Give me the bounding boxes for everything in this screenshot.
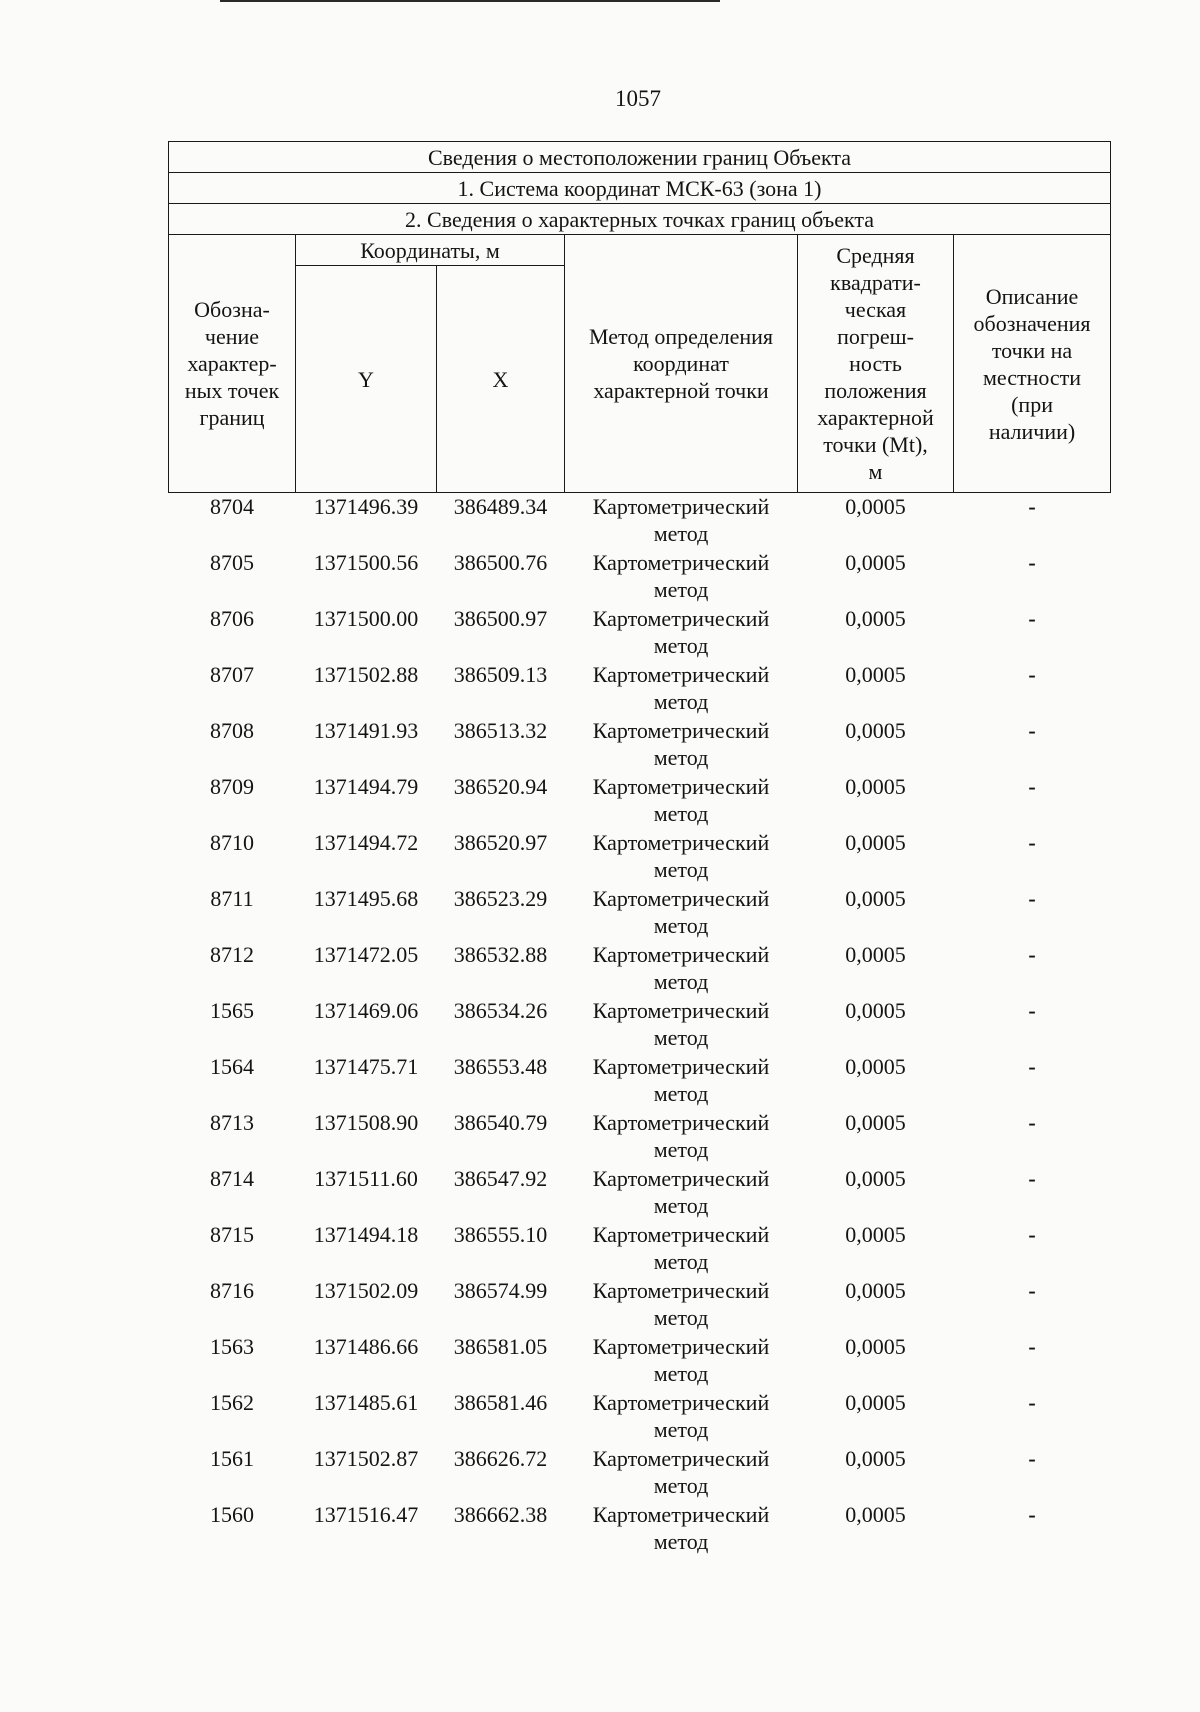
table-row [169,661,1111,717]
accuracy-cell: 0,0005 [845,1110,906,1135]
method-cell: Картометрический метод [592,998,770,1050]
col-header-x: X [437,266,565,493]
table-row [169,549,1111,605]
y-coordinate-cell: 1371516.47 [313,1502,419,1527]
description-cell: - [1028,830,1036,855]
description-cell: - [1028,998,1036,1023]
method-cell: Картометрический метод [592,1278,770,1330]
accuracy-cell: 0,0005 [845,1390,906,1415]
accuracy-cell: 0,0005 [845,1502,906,1527]
method-cell: Картометрический метод [592,662,770,714]
point-cell: 1560 [210,1502,254,1527]
x-coordinate-cell: 386574.99 [453,1278,548,1303]
x-coordinate-cell: 386553.48 [453,1054,548,1079]
description-cell: - [1028,718,1036,743]
x-coordinate-cell: 386581.05 [453,1334,548,1359]
table-row [169,1277,1111,1333]
method-cell: Картометрический метод [592,774,770,826]
point-cell: 8705 [210,550,254,575]
point-cell: 8708 [210,718,254,743]
accuracy-cell: 0,0005 [845,550,906,575]
point-cell: 1565 [210,998,254,1023]
y-coordinate-cell: 1371469.06 [313,998,419,1023]
y-coordinate-cell: 1371472.05 [313,942,419,967]
y-coordinate-cell: 1371494.79 [313,774,419,799]
col-header-coords: Координаты, м [296,235,565,266]
point-cell: 1561 [210,1446,254,1471]
accuracy-cell: 0,0005 [845,1054,906,1079]
point-cell: 8712 [210,942,254,967]
accuracy-cell: 0,0005 [845,1334,906,1359]
description-cell: - [1028,1278,1036,1303]
table-row [169,1501,1111,1557]
col-header-description: Описание обозначения точки на местности (при наличии) [954,235,1111,493]
y-coordinate-cell: 1371475.71 [313,1054,419,1079]
description-cell: - [1028,1446,1036,1471]
point-cell: 8710 [210,830,254,855]
y-coordinate-cell: 1371502.88 [313,662,419,687]
accuracy-cell: 0,0005 [845,942,906,967]
description-cell: - [1028,1054,1036,1079]
accuracy-cell: 0,0005 [845,1446,906,1471]
point-cell: 8714 [210,1166,254,1191]
description-cell: - [1028,1166,1036,1191]
accuracy-cell: 0,0005 [845,606,906,631]
col-header-point: Обозна- чение характер- ных точек границ [169,235,296,493]
description-cell: - [1028,1502,1036,1527]
x-coordinate-cell: 386581.46 [453,1390,548,1415]
coord-system-title: 1. Система координат МСК-63 (зона 1) [169,173,1111,204]
method-cell: Картометрический метод [592,550,770,602]
x-coordinate-cell: 386520.97 [453,830,548,855]
x-coordinate-cell: 386489.34 [453,494,548,519]
x-coordinate-cell: 386555.10 [453,1222,548,1247]
x-coordinate-cell: 386513.32 [453,718,548,743]
method-cell: Картометрический метод [592,1166,770,1218]
method-cell: Картометрический метод [592,606,770,658]
point-cell: 8707 [210,662,254,687]
col-header-method: Метод определения координат характерной точки [565,235,798,493]
y-coordinate-cell: 1371496.39 [313,494,419,519]
x-coordinate-cell: 386523.29 [453,886,548,911]
method-cell: Картометрический метод [592,494,770,546]
x-coordinate-cell: 386662.38 [453,1502,548,1527]
method-cell: Картометрический метод [592,1446,770,1498]
point-cell: 8711 [210,886,254,911]
method-cell: Картометрический метод [592,886,770,938]
x-coordinate-cell: 386540.79 [453,1110,548,1135]
section-title: 2. Сведения о характерных точках границ объекта [169,204,1111,235]
point-cell: 1563 [210,1334,254,1359]
table-row [169,1221,1111,1277]
table-row [169,829,1111,885]
boundary-points-table [168,141,1111,1557]
accuracy-cell: 0,0005 [845,662,906,687]
point-cell: 8713 [210,1110,254,1135]
table-title: Сведения о местоположении границ Объекта [169,142,1111,173]
x-coordinate-cell: 386500.76 [453,550,548,575]
point-cell: 8715 [210,1222,254,1247]
table-row [169,493,1111,550]
y-coordinate-cell: 1371511.60 [314,1166,418,1191]
col-header-y: Y [296,266,437,493]
y-coordinate-cell: 1371486.66 [313,1334,419,1359]
y-coordinate-cell: 1371494.72 [313,830,419,855]
table-body [169,493,1111,1558]
y-coordinate-cell: 1371500.00 [313,606,419,631]
method-cell: Картометрический метод [592,830,770,882]
description-cell: - [1028,1110,1036,1135]
table-row [169,1053,1111,1109]
point-cell: 8706 [210,606,254,631]
description-cell: - [1028,1222,1036,1247]
y-coordinate-cell: 1371491.93 [313,718,419,743]
x-coordinate-cell: 386520.94 [453,774,548,799]
description-cell: - [1028,1390,1036,1415]
table-row [169,885,1111,941]
accuracy-cell: 0,0005 [845,1222,906,1247]
table-row [169,1389,1111,1445]
table-row [169,941,1111,997]
y-coordinate-cell: 1371485.61 [313,1390,419,1415]
accuracy-cell: 0,0005 [845,886,906,911]
table-row [169,773,1111,829]
top-rule [220,0,720,2]
method-cell: Картометрический метод [592,1334,770,1386]
page-number: 1057 [615,86,661,111]
y-coordinate-cell: 1371494.18 [313,1222,419,1247]
table-row [169,717,1111,773]
table-row [169,997,1111,1053]
col-header-accuracy: Средняя квадрати- ческая погреш- ность положения характерной точки (Mt), м [798,235,954,493]
y-coordinate-cell: 1371500.56 [313,550,419,575]
method-cell: Картометрический метод [592,718,770,770]
table-row [169,1333,1111,1389]
method-cell: Картометрический метод [592,1502,770,1554]
method-cell: Картометрический метод [592,1110,770,1162]
x-coordinate-cell: 386534.26 [453,998,548,1023]
method-cell: Картометрический метод [592,1222,770,1274]
accuracy-cell: 0,0005 [845,494,906,519]
table-row [169,1165,1111,1221]
point-cell: 8716 [210,1278,254,1303]
point-cell: 1564 [210,1054,254,1079]
point-cell: 8704 [210,494,254,519]
table-row [169,1109,1111,1165]
y-coordinate-cell: 1371508.90 [313,1110,419,1135]
x-coordinate-cell: 386509.13 [453,662,548,687]
x-coordinate-cell: 386500.97 [453,606,548,631]
y-coordinate-cell: 1371502.87 [313,1446,419,1471]
accuracy-cell: 0,0005 [845,1278,906,1303]
table-row [169,605,1111,661]
x-coordinate-cell: 386626.72 [453,1446,548,1471]
accuracy-cell: 0,0005 [845,998,906,1023]
method-cell: Картометрический метод [592,942,770,994]
description-cell: - [1028,886,1036,911]
accuracy-cell: 0,0005 [845,1166,906,1191]
description-cell: - [1028,774,1036,799]
point-cell: 1562 [210,1390,254,1415]
description-cell: - [1028,550,1036,575]
description-cell: - [1028,1334,1036,1359]
description-cell: - [1028,494,1036,519]
description-cell: - [1028,662,1036,687]
x-coordinate-cell: 386532.88 [453,942,548,967]
x-coordinate-cell: 386547.92 [453,1166,548,1191]
accuracy-cell: 0,0005 [845,718,906,743]
method-cell: Картометрический метод [592,1054,770,1106]
point-cell: 8709 [210,774,254,799]
accuracy-cell: 0,0005 [845,830,906,855]
description-cell: - [1028,606,1036,631]
description-cell: - [1028,942,1036,967]
y-coordinate-cell: 1371495.68 [313,886,419,911]
accuracy-cell: 0,0005 [845,774,906,799]
table-row [169,1445,1111,1501]
y-coordinate-cell: 1371502.09 [313,1278,419,1303]
method-cell: Картометрический метод [592,1390,770,1442]
